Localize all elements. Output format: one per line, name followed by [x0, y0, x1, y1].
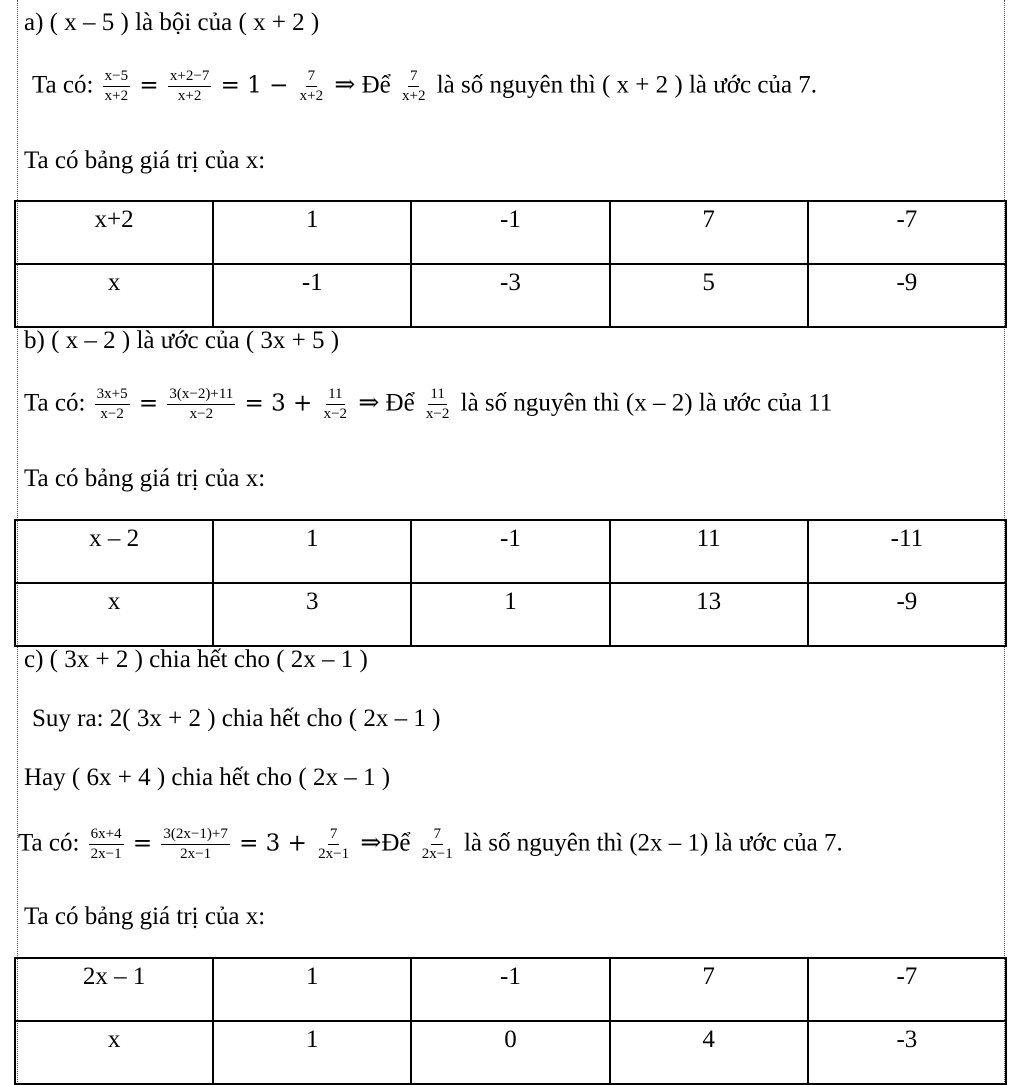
value-table-b — [14, 519, 1007, 647]
table-row — [15, 201, 1006, 264]
table-cell: 5 — [610, 264, 808, 327]
math-expression: = 1 − — [220, 72, 289, 99]
fraction: $\frac{3(2x-1)+7}{2x-1}$ — [163, 826, 228, 863]
hay-line: Hay ( 6x + 4 ) chia hết cho ( 2x – 1 ) — [24, 764, 391, 791]
table-row — [15, 1021, 1006, 1084]
table-row — [15, 958, 1006, 1021]
part-b-heading: b) ( x – 2 ) là ước của ( 3x + 5 ) — [24, 327, 340, 354]
value-table-c — [14, 957, 1007, 1085]
table-cell: 1 — [213, 1021, 411, 1084]
math-expression: = 3 + — [239, 830, 307, 857]
table-cell: 4 — [610, 1021, 808, 1084]
table-cell: 2x – 1 — [15, 958, 213, 1021]
conclusion-text: là số nguyên thì (2x – 1) là ước của 7. — [463, 829, 843, 857]
table-row — [15, 264, 1006, 327]
table-cell: -7 — [808, 201, 1006, 264]
table-cell: x — [15, 583, 213, 646]
table-cell: x – 2 — [15, 520, 213, 583]
table-cell: -1 — [411, 958, 609, 1021]
fraction: $\frac{3x+5}{x-2}$ — [96, 386, 128, 423]
ta-co-label: Ta có: — [32, 71, 94, 99]
table-cell: 0 — [411, 1021, 609, 1084]
table-cell: 1 — [411, 583, 609, 646]
value-table-a — [14, 200, 1007, 328]
table-cell: -1 — [411, 201, 609, 264]
table-intro: Ta có bảng giá trị của x: — [24, 147, 266, 174]
implication: ⇒ Để — [334, 71, 391, 99]
fraction: $\frac{11}{x-2}$ — [425, 386, 450, 423]
conclusion-text: là số nguyên thì ( x + 2 ) là ước của 7. — [436, 71, 818, 99]
table-intro: Ta có bảng giá trị của x: — [24, 465, 266, 492]
equals-sign: = — [138, 390, 159, 417]
table-cell: -9 — [808, 583, 1006, 646]
table-cell: -9 — [808, 264, 1006, 327]
part-c-equation-line — [18, 826, 843, 864]
table-cell: -3 — [411, 264, 609, 327]
table-cell: -1 — [411, 520, 609, 583]
table-cell: -3 — [808, 1021, 1006, 1084]
table-row — [15, 583, 1006, 646]
part-b-equation-line — [24, 386, 832, 424]
ta-co-label: Ta có: — [18, 829, 80, 857]
conclusion-text: là số nguyên thì (x – 2) là ước của 11 — [460, 389, 833, 417]
math-expression: = 3 + — [244, 390, 313, 417]
fraction: $\frac{x+2-7}{x+2}$ — [169, 68, 210, 105]
implication: ⇒ Để — [358, 389, 415, 417]
table-cell: x — [15, 264, 213, 327]
implication: ⇒Để — [360, 829, 411, 857]
table-cell: 1 — [213, 201, 411, 264]
table-intro: Ta có bảng giá trị của x: — [24, 903, 266, 930]
equals-sign: = — [132, 830, 153, 857]
equals-sign: = — [139, 72, 159, 99]
part-a-equation-line — [32, 68, 817, 106]
fraction: $\frac{3(x-2)+11}{x-2}$ — [169, 386, 234, 423]
part-a-heading: a) ( x – 5 ) là bội của ( x + 2 ) — [24, 9, 320, 36]
fraction: $\frac{7}{x+2}$ — [299, 68, 324, 105]
suy-ra-line: Suy ra: 2( 3x + 2 ) chia hết cho ( 2x – 1 ) — [32, 705, 441, 732]
part-c-heading: c) ( 3x + 2 ) chia hết cho ( 2x – 1 ) — [24, 646, 368, 673]
table-cell: x+2 — [15, 201, 213, 264]
table-cell: 11 — [610, 520, 808, 583]
fraction: $\frac{7}{2x-1}$ — [421, 826, 453, 863]
table-cell: x — [15, 1021, 213, 1084]
fraction: $\frac{6x+4}{2x-1}$ — [90, 826, 122, 863]
table-cell: 1 — [213, 958, 411, 1021]
table-cell: 7 — [610, 201, 808, 264]
ta-co-label: Ta có: — [24, 389, 86, 417]
fraction: $\frac{7}{2x-1}$ — [318, 826, 350, 863]
fraction: $\frac{7}{x+2}$ — [401, 68, 426, 105]
table-cell: -1 — [213, 264, 411, 327]
table-cell: 1 — [213, 520, 411, 583]
table-row — [15, 520, 1006, 583]
table-cell: -7 — [808, 958, 1006, 1021]
table-cell: -11 — [808, 520, 1006, 583]
fraction: $\frac{11}{x-2}$ — [323, 386, 348, 423]
table-cell: 3 — [213, 583, 411, 646]
table-cell: 7 — [610, 958, 808, 1021]
fraction: $\frac{x-5}{x+2}$ — [104, 68, 129, 105]
table-cell: 13 — [610, 583, 808, 646]
